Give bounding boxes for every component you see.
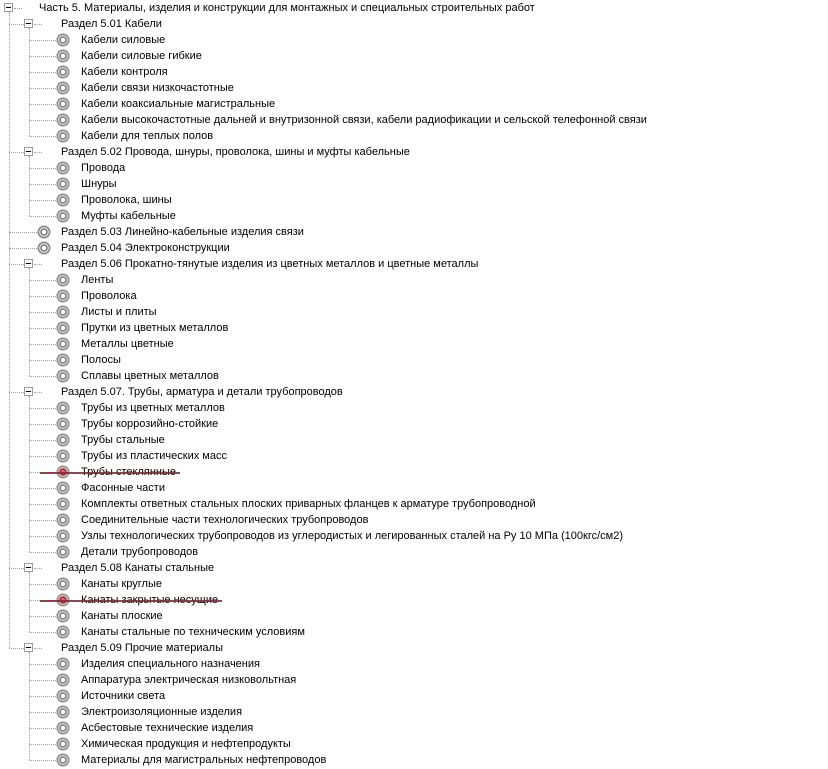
tree-node-item[interactable] xyxy=(0,64,828,80)
tree-connector-dash xyxy=(29,376,56,377)
tree-connector-line xyxy=(29,28,30,136)
tree-node-item[interactable] xyxy=(0,464,828,480)
radio-node-icon xyxy=(56,353,70,367)
section-label: Раздел 5.04 Электроконструкции xyxy=(61,242,230,254)
radio-node-icon xyxy=(56,625,70,639)
tree-node-item[interactable] xyxy=(0,672,828,688)
tree-node-item[interactable] xyxy=(0,432,828,448)
tree-node-section[interactable] xyxy=(0,16,828,32)
item-label: Листы и плиты xyxy=(81,306,157,318)
radio-node-icon xyxy=(56,497,70,511)
item-label: Муфты кабельные xyxy=(81,210,176,222)
tree-node-section[interactable] xyxy=(0,560,828,576)
radio-node-icon xyxy=(56,193,70,207)
tree-connector-dash xyxy=(29,136,56,137)
section-label: Раздел 5.02 Провода, шнуры, проволока, шины и муфты кабельные xyxy=(61,146,410,158)
tree-connector-dash xyxy=(29,296,56,297)
tree-connector-dash xyxy=(29,696,56,697)
collapse-minus-icon[interactable] xyxy=(24,19,33,28)
tree-node-section[interactable] xyxy=(0,256,828,272)
tree-connector-dash xyxy=(29,200,56,201)
tree-node-item[interactable] xyxy=(0,96,828,112)
tree-connector-dash xyxy=(34,24,42,25)
item-label: Прутки из цветных металлов xyxy=(81,322,229,334)
item-label: Кабели связи низкочастотные xyxy=(81,82,234,94)
radio-node-icon xyxy=(56,545,70,559)
item-label: Кабели для теплых полов xyxy=(81,130,214,142)
item-label: Фасонные части xyxy=(81,482,165,494)
radio-node-icon xyxy=(56,577,70,591)
radio-node-icon xyxy=(56,449,70,463)
tree-node-item[interactable] xyxy=(0,448,828,464)
radio-node-icon xyxy=(56,289,70,303)
tree-connector-dash xyxy=(29,280,56,281)
item-label: Изделия специального назначения xyxy=(81,658,260,670)
tree-node-item[interactable] xyxy=(0,352,828,368)
tree-connector-dash xyxy=(14,8,22,9)
tree-connector-dash xyxy=(29,680,56,681)
radio-node-icon xyxy=(56,433,70,447)
radio-node-icon xyxy=(56,81,70,95)
tree-node-item[interactable] xyxy=(0,80,828,96)
collapse-minus-icon[interactable] xyxy=(4,3,13,12)
item-label: Детали трубопроводов xyxy=(81,546,199,558)
tree-node-item[interactable] xyxy=(0,320,828,336)
tree-connector-dash xyxy=(9,24,24,25)
section-label: Раздел 5.09 Прочие материалы xyxy=(61,642,224,654)
tree-connector-dash xyxy=(29,424,56,425)
item-label: Канаты плоские xyxy=(81,610,163,622)
tree-connector-dash xyxy=(34,648,42,649)
tree-node-item[interactable] xyxy=(0,416,828,432)
tree-connector-dash xyxy=(29,584,56,585)
item-label: Канаты круглые xyxy=(81,578,162,590)
radio-node-icon xyxy=(56,49,70,63)
strikethrough-mark xyxy=(40,600,222,602)
tree-node-item[interactable] xyxy=(0,48,828,64)
tree-node-item[interactable] xyxy=(0,736,828,752)
tree-node-item[interactable] xyxy=(0,368,828,384)
tree-node-item[interactable] xyxy=(0,160,828,176)
tree-connector-line xyxy=(29,156,30,216)
tree-connector-dash xyxy=(29,712,56,713)
tree-node-item[interactable] xyxy=(0,336,828,352)
tree-node-item[interactable] xyxy=(0,192,828,208)
tree-node-item[interactable] xyxy=(0,752,828,768)
item-label: Полосы xyxy=(81,354,121,366)
radio-node-icon xyxy=(56,305,70,319)
tree-connector-dash xyxy=(29,56,56,57)
item-label: Кабели силовые гибкие xyxy=(81,50,202,62)
section-label: Раздел 5.08 Канаты стальные xyxy=(61,562,215,574)
tree-connector-dash xyxy=(29,408,56,409)
tree-connector-dash xyxy=(29,328,56,329)
tree-connector-dash xyxy=(9,152,24,153)
collapse-minus-icon[interactable] xyxy=(24,387,33,396)
radio-node-icon xyxy=(56,337,70,351)
tree-connector-line xyxy=(29,572,30,632)
item-label: Металлы цветные xyxy=(81,338,174,350)
section-label: Раздел 5.07. Трубы, арматура и детали трубопроводов xyxy=(61,386,343,398)
tree-node-item[interactable] xyxy=(0,608,828,624)
radio-node-icon xyxy=(56,689,70,703)
radio-node-icon xyxy=(56,209,70,223)
radio-node-icon xyxy=(56,177,70,191)
tree-connector-dash xyxy=(29,536,56,537)
tree-node-item[interactable] xyxy=(0,112,828,128)
tree-node-root[interactable] xyxy=(0,0,828,16)
tree-node-item[interactable] xyxy=(0,576,828,592)
tree-connector-dash xyxy=(29,488,56,489)
section-label: Раздел 5.03 Линейно-кабельные изделия связи xyxy=(61,226,304,238)
item-label: Кабели контроля xyxy=(81,66,168,78)
tree-node-item[interactable] xyxy=(0,304,828,320)
radio-node-icon xyxy=(56,273,70,287)
radio-node-icon xyxy=(56,705,70,719)
tree-connector-dash xyxy=(9,648,24,649)
tree-node-item[interactable] xyxy=(0,32,828,48)
tree-node-item[interactable] xyxy=(0,512,828,528)
item-label: Узлы технологических трубопроводов из углеродистых и легированных сталей на Ру 10 МПа (100кгс/см2) xyxy=(81,530,624,542)
tree-connector-dash xyxy=(29,456,56,457)
item-label: Кабели высокочастотные дальней и внутризонной связи, кабели радиофикации и сельской телефонной связи xyxy=(81,114,647,126)
item-label: Химическая продукция и нефтепродукты xyxy=(81,738,291,750)
tree-connector-dash xyxy=(9,248,37,249)
tree-connector-dash xyxy=(29,88,56,89)
section-label: Раздел 5.01 Кабели xyxy=(61,18,162,30)
collapse-minus-icon[interactable] xyxy=(24,643,33,652)
tree-node-label: Часть 5. Материалы, изделия и конструкции для монтажных и специальных строительных работ xyxy=(39,2,535,14)
tree-connector-dash xyxy=(34,568,42,569)
collapse-minus-icon[interactable] xyxy=(24,259,33,268)
radio-node-icon xyxy=(56,33,70,47)
item-label: Сплавы цветных металлов xyxy=(81,370,219,382)
tree-connector-dash xyxy=(29,72,56,73)
tree-connector-dash xyxy=(29,632,56,633)
tree-connector-dash xyxy=(34,264,42,265)
tree-connector-dash xyxy=(29,616,56,617)
tree-node-item[interactable] xyxy=(0,544,828,560)
item-label: Трубы коррозийно-стойкие xyxy=(81,418,219,430)
tree-connector-dash xyxy=(34,152,42,153)
tree-node-item[interactable] xyxy=(0,208,828,224)
tree-connector-line xyxy=(29,268,30,376)
radio-node-icon xyxy=(56,673,70,687)
tree-connector-dash xyxy=(29,40,56,41)
tree-node-item[interactable] xyxy=(0,688,828,704)
tree-node-item[interactable] xyxy=(0,480,828,496)
radio-node-icon xyxy=(56,753,70,767)
tree-node-item[interactable] xyxy=(0,128,828,144)
tree-connector-dash xyxy=(34,392,42,393)
item-label: Трубы из цветных металлов xyxy=(81,402,225,414)
tree-connector-dash xyxy=(9,392,24,393)
item-label: Провода xyxy=(81,162,126,174)
tree-node-item[interactable] xyxy=(0,720,828,736)
radio-node-icon xyxy=(56,113,70,127)
tree-node-item[interactable] xyxy=(0,400,828,416)
item-label: Источники света xyxy=(81,690,166,702)
tree-node-section[interactable] xyxy=(0,224,828,240)
tree-connector-dash xyxy=(9,568,24,569)
radio-node-icon xyxy=(56,737,70,751)
tree-node-item[interactable] xyxy=(0,704,828,720)
tree-node-section[interactable] xyxy=(0,640,828,656)
section-label: Раздел 5.06 Прокатно-тянутые изделия из цветных металлов и цветные металлы xyxy=(61,258,479,270)
tree-connector-dash xyxy=(29,120,56,121)
radio-node-icon xyxy=(56,529,70,543)
tree-connector-dash xyxy=(29,312,56,313)
item-label: Асбестовые технические изделия xyxy=(81,722,254,734)
item-label: Шнуры xyxy=(81,178,117,190)
item-label: Трубы из пластических масс xyxy=(81,450,227,462)
tree-connector-line xyxy=(29,396,30,552)
tree-connector-dash xyxy=(29,664,56,665)
tree-connector-dash xyxy=(29,728,56,729)
tree-connector-dash xyxy=(29,744,56,745)
radio-node-icon xyxy=(56,321,70,335)
tree-connector-dash xyxy=(9,232,37,233)
item-label: Трубы стальные xyxy=(81,434,165,446)
radio-node-icon xyxy=(56,609,70,623)
radio-node-icon xyxy=(56,401,70,415)
tree-connector-dash xyxy=(29,760,56,761)
item-label: Кабели силовые xyxy=(81,34,166,46)
item-label: Материалы для магистральных нефтепроводов xyxy=(81,754,327,766)
radio-node-icon xyxy=(56,129,70,143)
collapse-minus-icon[interactable] xyxy=(24,563,33,572)
tree-connector-dash xyxy=(29,168,56,169)
item-label: Аппаратура электрическая низковольтная xyxy=(81,674,297,686)
tree-connector-dash xyxy=(9,264,24,265)
item-label: Канаты стальные по техническим условиям xyxy=(81,626,305,638)
tree-node-item[interactable] xyxy=(0,288,828,304)
tree-node-item[interactable] xyxy=(0,656,828,672)
radio-node-icon xyxy=(56,97,70,111)
tree-connector-dash xyxy=(29,184,56,185)
radio-node-icon xyxy=(56,657,70,671)
item-label: Ленты xyxy=(81,274,114,286)
radio-node-icon xyxy=(56,417,70,431)
strikethrough-mark xyxy=(40,472,180,474)
tree-node-section[interactable] xyxy=(0,384,828,400)
tree-connector-dash xyxy=(29,552,56,553)
tree-connector-line xyxy=(29,652,30,760)
tree-node-item[interactable] xyxy=(0,496,828,512)
radio-node-icon xyxy=(37,241,51,255)
tree-node-item[interactable] xyxy=(0,624,828,640)
tree-connector-dash xyxy=(29,440,56,441)
tree-connector-dash xyxy=(29,360,56,361)
item-label: Проволока xyxy=(81,290,137,302)
tree-connector-dash xyxy=(29,504,56,505)
radio-node-icon xyxy=(56,721,70,735)
tree-node-item[interactable] xyxy=(0,176,828,192)
radio-node-icon xyxy=(56,65,70,79)
radio-node-icon xyxy=(56,513,70,527)
radio-node-icon xyxy=(56,481,70,495)
collapse-minus-icon[interactable] xyxy=(24,147,33,156)
tree-node-item[interactable] xyxy=(0,272,828,288)
item-label: Кабели коаксиальные магистральные xyxy=(81,98,276,110)
radio-node-icon xyxy=(56,161,70,175)
tree-connector-dash xyxy=(29,216,56,217)
item-label: Соединительные части технологических трубопроводов xyxy=(81,514,369,526)
tree-connector-dash xyxy=(29,104,56,105)
tree-connector-dash xyxy=(29,520,56,521)
tree-connector-dash xyxy=(29,344,56,345)
item-label: Комплекты ответных стальных плоских приварных фланцев к арматуре трубопроводной xyxy=(81,498,536,510)
tree-connector-line xyxy=(9,12,10,648)
item-label: Проволока, шины xyxy=(81,194,172,206)
item-label: Электроизоляционные изделия xyxy=(81,706,243,718)
tree-node-section[interactable] xyxy=(0,240,828,256)
radio-node-icon xyxy=(56,369,70,383)
tree-node-section[interactable] xyxy=(0,144,828,160)
tree-node-item[interactable] xyxy=(0,528,828,544)
tree-node-item[interactable] xyxy=(0,592,828,608)
radio-node-icon xyxy=(37,225,51,239)
